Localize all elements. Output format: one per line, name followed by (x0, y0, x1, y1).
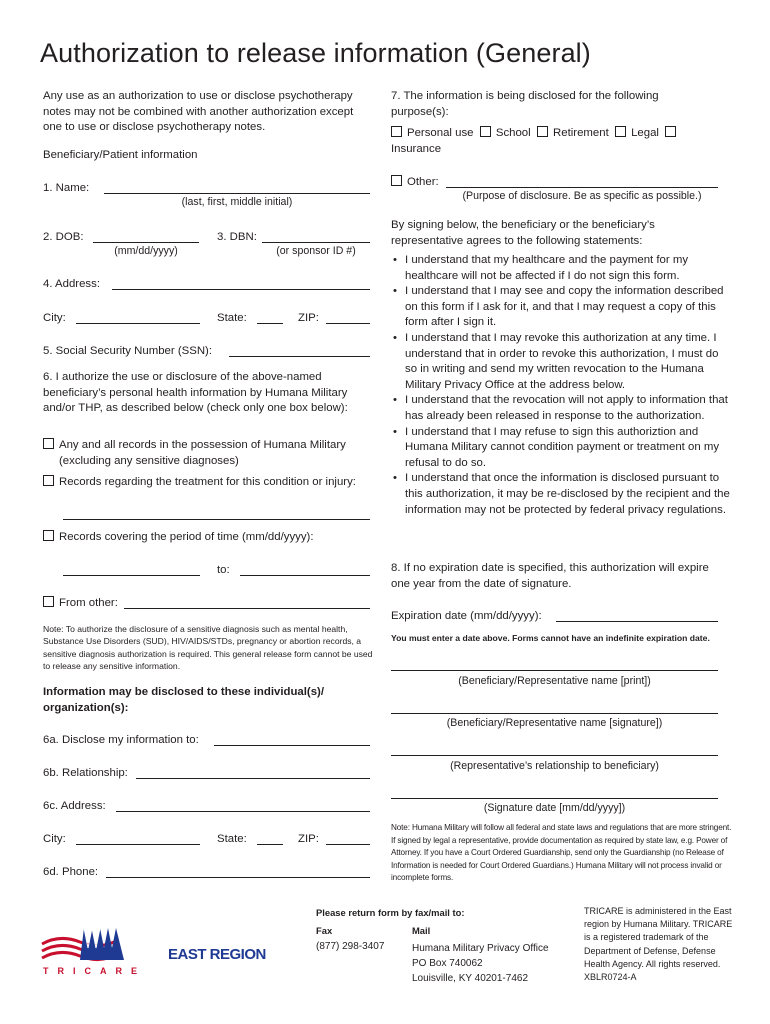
opt-legal-checkbox[interactable] (615, 127, 631, 139)
statement-item: • I understand that once the information is disclosed pursuant to this authorization, it may be re-disclosed by the recipient and the information may not be protected by federal privacy regulations. (391, 471, 731, 518)
disclose-state-label: State: (217, 833, 247, 845)
item6-text-content: 6. I authorize the use or disclosure of the above-named beneficiary’s personal health information by Humana Military and/or THP, as described below (check only one box below): (43, 371, 348, 415)
period-from-field[interactable] (63, 563, 200, 576)
state-field[interactable] (257, 311, 283, 324)
opt-legal-label: Legal (631, 127, 659, 139)
opt-period-checkbox[interactable] (43, 531, 59, 543)
tricare-wordmark: TRICARE (43, 966, 146, 976)
other-source-field[interactable] (124, 596, 370, 609)
opt-other-purpose-checkbox[interactable] (391, 176, 407, 188)
disclose-city-label: City: (43, 833, 66, 845)
statement-item: • I understand that I may see and copy the information described on this form if I ask for it, and that I may request a copy of this form after I sign it. (391, 284, 731, 331)
dob-field[interactable] (93, 230, 199, 243)
opt-insurance-label: Insurance (391, 142, 442, 155)
dbn-field[interactable] (262, 230, 370, 243)
name-label: 1. Name: (43, 182, 90, 194)
name-field[interactable] (104, 181, 370, 194)
mail-line: Humana Military Privacy Office (412, 943, 549, 954)
opt-retirement-label: Retirement (553, 127, 609, 139)
beneficiary-heading: Beneficiary/Patient information (43, 149, 198, 161)
statement-item: • I understand that I may refuse to sign this authoriztion and Humana Military cannot condition payment or treatment on my refusal to do so. (391, 425, 731, 472)
sensitive-note: Note: To authorize the disclosure of a sensitive diagnosis such as mental health, Substance Use Disorders (SUD), HIV/AIDS/STDs, pregnancy or abortion records, a sensitive diagnosis authorization is required. This general release form cannot be used to release any sensitive information. (43, 624, 373, 672)
signature-caption: (Beneficiary/Representative name [signature]) (446, 717, 663, 729)
intro-text: Any use as an authorization to use or disclose psychotherapy notes may not be combined with another authorization except one to use or disclose psychotherapy notes. (43, 90, 354, 134)
opt-all-checkbox[interactable] (43, 438, 59, 454)
purpose-options (391, 126, 701, 157)
disclose-state-field[interactable] (257, 832, 283, 845)
signature-date-field[interactable] (391, 786, 718, 799)
disclose-city-field[interactable] (76, 832, 200, 845)
expiration-label: Expiration date (mm/dd/yyyy): (391, 610, 542, 622)
rep-relationship-caption: (Representative’s relationship to beneficiary) (450, 760, 659, 772)
city-field[interactable] (76, 311, 200, 324)
opt-retirement-checkbox[interactable] (537, 127, 553, 139)
dbn-label: 3. DBN: (217, 231, 257, 243)
dob-label: 2. DOB: (43, 231, 84, 243)
name-caption: (last, first, middle initial) (181, 196, 293, 208)
ssn-label: 5. Social Security Number (SSN): (43, 345, 213, 357)
dob-caption: (mm/dd/yyyy) (114, 245, 178, 257)
signature-field[interactable] (391, 701, 718, 714)
address-field[interactable] (112, 277, 370, 290)
item6-text (43, 370, 363, 417)
mail-line: PO Box 740062 (412, 958, 483, 969)
opt-other-source-label: From other: (59, 597, 118, 609)
expiration-note: You must enter a date above. Forms cannot have an indefinite expiration date. (391, 633, 710, 643)
opt-period (43, 530, 313, 545)
mail-address (412, 941, 549, 986)
region-label: EAST REGION (168, 946, 266, 963)
rep-relationship-field[interactable] (391, 743, 718, 756)
condition-field[interactable] (63, 507, 370, 520)
other-purpose-field[interactable] (446, 175, 718, 188)
signature-date-caption: (Signature date [mm/dd/yyyy]) (483, 802, 626, 814)
return-heading: Please return form by fax/mail to: (316, 907, 465, 918)
opt-personal-label: Personal use (407, 127, 474, 139)
period-to-field[interactable] (240, 563, 370, 576)
fax-label: Fax (316, 925, 333, 936)
ssn-field[interactable] (229, 344, 370, 357)
tricare-logo-icon (40, 920, 150, 990)
mail-line: Louisville, KY 40201-7462 (412, 973, 529, 984)
statement-item: • I understand that I may revoke this authorization at any time. I understand that in order to revoke this authorization, I must do so in writing and send my written revocation to the Humana Military Privacy Office at the address below. (391, 331, 731, 393)
opt-insurance-checkbox[interactable] (665, 127, 681, 139)
disclose-zip-label: ZIP: (298, 833, 319, 845)
signing-statements (391, 253, 731, 518)
address-label: 4. Address: (43, 278, 100, 290)
opt-condition-label: Records regarding the treatment for this condition or injury: (59, 476, 356, 488)
state-label: State: (217, 312, 247, 324)
disclose-to-field[interactable] (214, 733, 370, 746)
phone-field[interactable] (106, 865, 370, 878)
opt-period-label: Records covering the period of time (mm/dd/yyyy): (59, 531, 314, 543)
phone-label: 6d. Phone: (43, 866, 99, 878)
period-to-label: to: (217, 564, 230, 576)
opt-school-checkbox[interactable] (480, 127, 496, 139)
zip-label: ZIP: (298, 312, 319, 324)
opt-all-label: Any and all records in the possession of Humana Military (excluding any sensitive diagnoses) (59, 439, 346, 467)
relationship-label: 6b. Relationship: (43, 767, 128, 779)
opt-other-source-checkbox[interactable] (43, 597, 59, 609)
expiration-field[interactable] (556, 609, 718, 622)
tricare-logo (40, 920, 150, 990)
fax-number: (877) 298-3407 (316, 941, 385, 952)
opt-condition (43, 475, 356, 490)
mail-label: Mail (412, 925, 431, 936)
opt-other-purpose-label: Other: (407, 176, 439, 188)
print-name-caption: (Beneficiary/Representative name [print]) (458, 675, 651, 687)
city-label: City: (43, 312, 66, 324)
opt-other-purpose (391, 175, 439, 190)
opt-personal-checkbox[interactable] (391, 127, 407, 139)
opt-all-records (43, 438, 373, 469)
opt-other-source (43, 596, 118, 611)
item8-text: 8. If no expiration date is specified, this authorization will expire one year from the date of signature. (391, 562, 709, 590)
print-name-field[interactable] (391, 658, 718, 671)
disclose-to-label: 6a. Disclose my information to: (43, 734, 199, 746)
other-purpose-caption: (Purpose of disclosure. Be as specific as possible.) (462, 190, 702, 202)
opt-condition-checkbox[interactable] (43, 476, 59, 488)
zip-field[interactable] (326, 311, 370, 324)
signing-intro: By signing below, the beneficiary or the beneficiary’s representative agrees to the following statements: (391, 219, 655, 247)
page-title: Authorization to release information (General) (40, 38, 591, 68)
dbn-caption: (or sponsor ID #) (276, 245, 356, 257)
disclose-address-label: 6c. Address: (43, 800, 106, 812)
opt-school-label: School (495, 127, 531, 139)
relationship-field[interactable] (136, 766, 370, 779)
legal-note: Note: Humana Military will follow all federal and state laws and regulations that are more stringent. If signed by legal a representative, provide documentation as required by state law, e.g. Power of Attorney. If you have a Court Ordered Guardianship, send only the Guardianship (no Release of Information is needed for Court Ordered Guardians.) Humana Military will not process invalid or incomplete forms. (391, 823, 732, 883)
disclose-heading: Information may be disclosed to these individual(s)/ organization(s): (43, 686, 325, 714)
statement-item: • I understand that my healthcare and the payment for my healthcare will not be affected if I do not sign this form. (391, 253, 731, 284)
tricare-disclaimer: TRICARE is administered in the East region by Humana Military. TRICARE is a registered trademark of the Department of Defense, Defense Health Agency. All rights reserved. XBLR0724-A (584, 906, 733, 983)
statement-item: • I understand that the revocation will not apply to information that has already been released in response to the authorization. (391, 393, 731, 424)
item7-text: 7. The information is being disclosed for the following purpose(s): (391, 90, 659, 118)
disclose-address-field[interactable] (116, 799, 370, 812)
disclose-zip-field[interactable] (326, 832, 370, 845)
